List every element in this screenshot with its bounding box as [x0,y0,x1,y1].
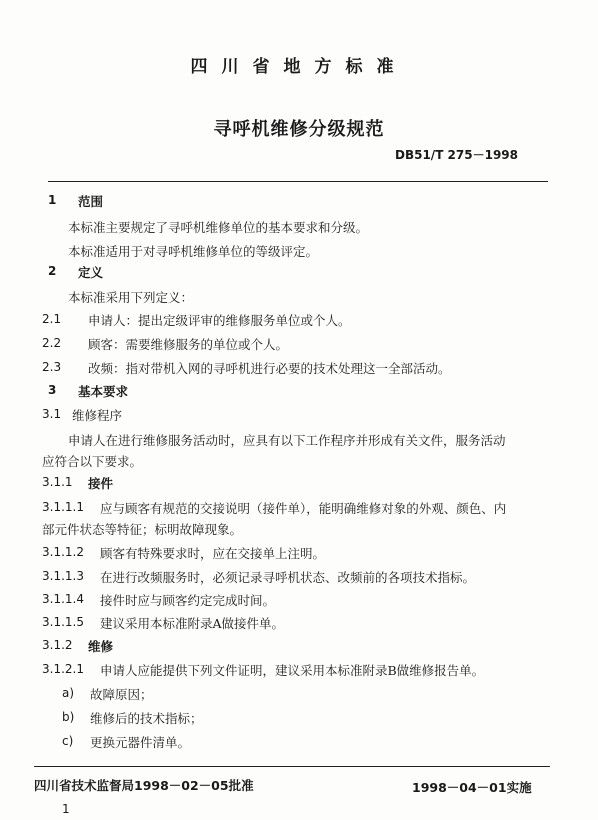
list-marker: a) [62,686,75,700]
clause-number: 3.1.1.2 [42,545,84,559]
clause-text: 顾客有特殊要求时，应在交接单上注明。 [100,546,326,561]
section-number: 2 [48,264,57,278]
standard-type-heading: 四川省地方标准 [190,57,408,77]
clause-text: 申请人应能提供下列文件证明，建议采用本标准附录B做维修报告单。 [100,663,485,678]
list-item: 更换元器件清单。 [90,735,191,750]
clause-text: 顾客：需要维修服务的单位或个人。 [88,337,289,352]
standard-code: DB51/T 275－1998 [395,148,519,162]
paragraph: 应符合以下要求。 [42,454,143,469]
implementation-date: 1998－04－01实施 [412,780,532,795]
approval-line: 四川省技术监督局1998－02－05批准 [34,778,254,793]
clause-number: 3.1 [42,407,62,421]
section-heading: 基本要求 [78,384,129,399]
clause-heading: 维修程序 [72,408,123,423]
section-number: 3 [48,383,57,397]
list-marker: c) [62,734,74,748]
clause-number: 2.1 [42,312,62,326]
list-item: 故障原因； [90,687,153,702]
footer-divider [34,766,550,767]
header-divider [48,181,548,182]
clause-text: 改频：指对带机入网的寻呼机进行必要的技术处理这一全部活动。 [88,361,451,376]
clause-heading: 接件 [88,476,114,491]
clause-number: 2.2 [42,336,62,350]
paragraph: 本标准采用下列定义： [68,290,194,305]
paragraph: 本标准适用于对寻呼机维修单位的等级评定。 [68,244,319,259]
clause-number: 3.1.2 [42,638,73,652]
clause-text: 接件时应与顾客约定完成时间。 [100,593,276,608]
clause-number: 3.1.1.3 [42,569,84,583]
clause-number: 3.1.2.1 [42,662,84,676]
clause-text: 应与顾客有规范的交接说明（接件单），能明确维修对象的外观、颜色、内 [100,501,507,516]
paragraph: 申请人在进行维修服务活动时，应具有以下工作程序并形成有关文件，服务活动 [68,433,506,448]
clause-number: 3.1.1.1 [42,500,84,514]
clause-text: 部元件状态等特征；标明故障现象。 [42,522,243,537]
list-marker: b) [62,710,75,724]
clause-number: 3.1.1 [42,475,73,489]
list-item: 维修后的技术指标； [90,711,203,726]
clause-number: 2.3 [42,360,62,374]
clause-text: 建议采用本标准附录A做接件单。 [100,616,285,631]
clause-number: 3.1.1.4 [42,592,84,606]
section-heading: 定义 [78,265,104,280]
clause-number: 3.1.1.5 [42,615,84,629]
clause-heading: 维修 [88,639,114,654]
page-number: 1 [62,802,70,816]
document-title: 寻呼机维修分级规范 [213,119,385,140]
clause-text: 在进行改频服务时，必须记录寻呼机状态、改频前的各项技术指标。 [100,570,476,585]
paragraph: 本标准主要规定了寻呼机维修单位的基本要求和分级。 [68,220,369,235]
section-number: 1 [48,193,57,207]
section-heading: 范围 [78,194,104,209]
clause-text: 申请人：提出定级评审的维修服务单位或个人。 [88,313,351,328]
